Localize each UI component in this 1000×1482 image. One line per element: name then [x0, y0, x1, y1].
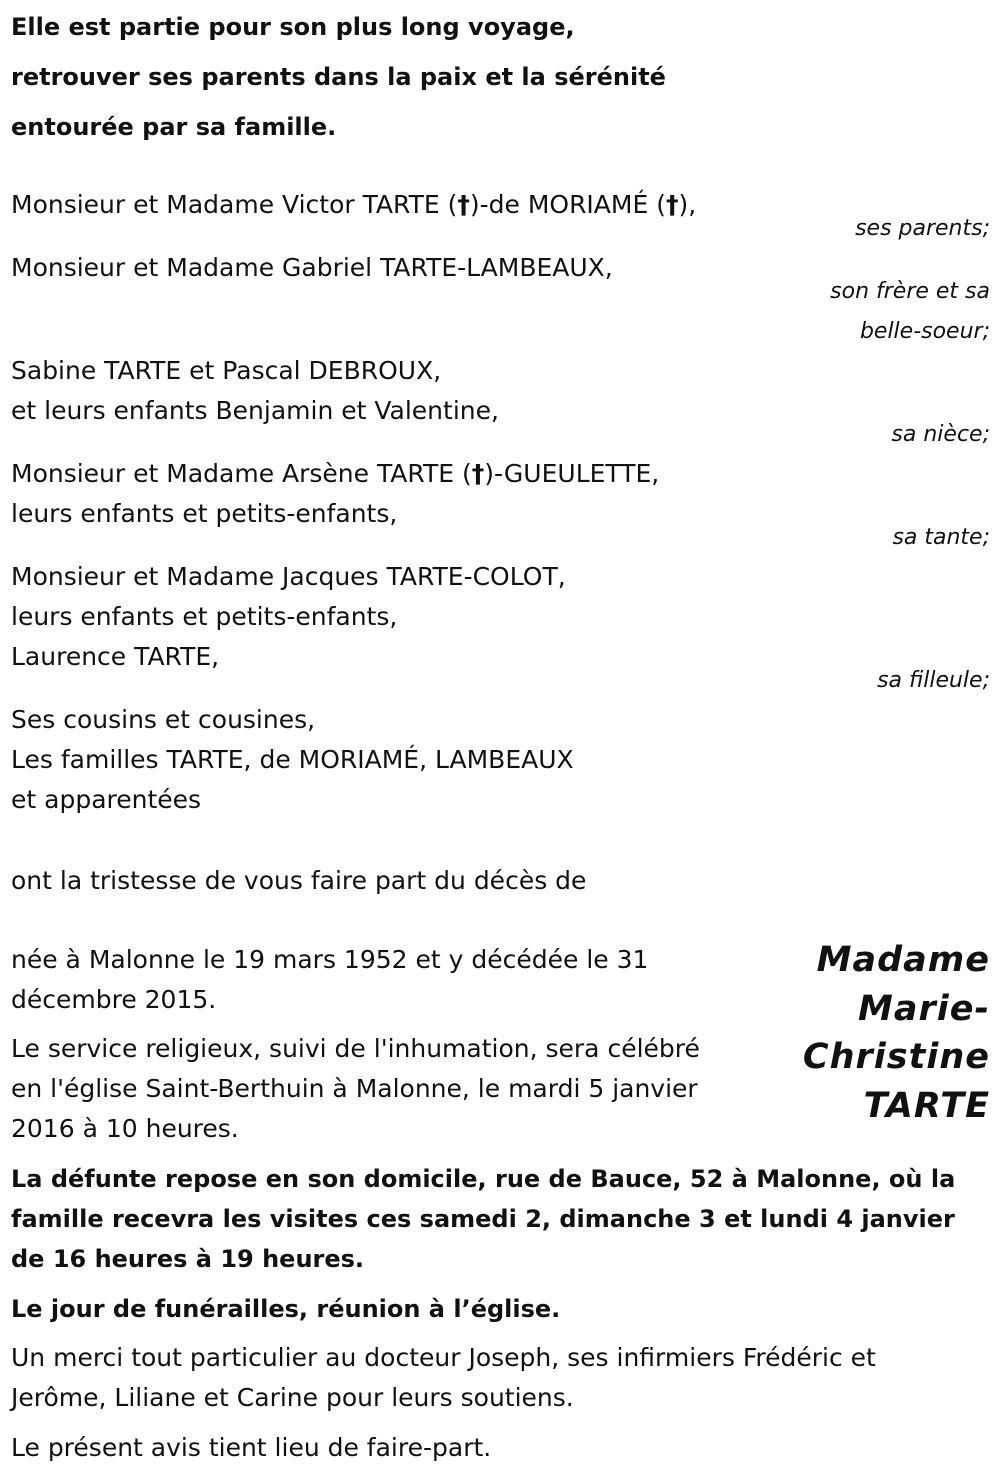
family-victor-line — [11, 185, 696, 225]
intro-line-1: Elle est partie pour son plus long voyage, — [11, 13, 575, 41]
family-sabine-line-2: et leurs enfants Benjamin et Valentine, — [11, 396, 499, 425]
intro-line-2: retrouver ses parents dans la paix et la sérénité — [11, 63, 666, 91]
family-victor-text-1: Monsieur et Madame Victor TARTE ( — [11, 190, 458, 219]
relation-parents: ses parents; — [855, 216, 990, 241]
family-arsene-line-2: leurs enfants et petits-enfants, — [11, 499, 398, 528]
thanks-line-2: Jerôme, Liliane et Carine pour leurs soutiens. — [11, 1383, 574, 1412]
family-gabriel-line: Monsieur et Madame Gabriel TARTE-LAMBEAUX, — [11, 253, 613, 282]
funeral-day: Le jour de funérailles, réunion à l’église. — [11, 1295, 561, 1323]
repose-line-3: de 16 heures à 19 heures. — [11, 1245, 365, 1273]
deceased-name-line-3: Christine — [802, 1037, 990, 1077]
family-jacques-line-2: leurs enfants et petits-enfants, — [11, 602, 398, 631]
family-cousins-line-1: Ses cousins et cousines, — [11, 705, 316, 734]
deceased-name — [780, 936, 990, 1130]
family-victor-text-3: ), — [678, 190, 697, 219]
family-cousins-line-2: Les familles TARTE, de MORIAMÉ, LAMBEAUX — [11, 745, 574, 774]
family-sabine-line-1: Sabine TARTE et Pascal DEBROUX, — [11, 356, 442, 385]
family-arsene-text-1: Monsieur et Madame Arsène TARTE ( — [11, 459, 472, 488]
family-arsene-line-1 — [11, 454, 659, 494]
relation-brother-1: son frère et sa — [830, 279, 990, 304]
intro-line-3: entourée par sa famille. — [11, 113, 337, 141]
relation-aunt: sa tante; — [892, 525, 990, 550]
service-line-2: en l'église Saint-Berthuin à Malonne, le mardi 5 janvier — [11, 1074, 698, 1103]
birth-line-1: née à Malonne le 19 mars 1952 et y décédée le 31 — [11, 945, 649, 974]
service-line-3: 2016 à 10 heures. — [11, 1114, 239, 1143]
cross-icon: † — [665, 190, 679, 219]
relation-goddaughter: sa filleule; — [877, 668, 990, 693]
family-jacques-line-1: Monsieur et Madame Jacques TARTE-COLOT, — [11, 562, 566, 591]
relation-brother-2: belle-soeur; — [859, 319, 990, 344]
service-line-1: Le service religieux, suivi de l'inhumation, sera célébré — [11, 1034, 700, 1063]
cross-icon: † — [457, 190, 470, 219]
announcement: ont la tristesse de vous faire part du décès de — [11, 866, 587, 895]
repose-line-2: famille recevra les visites ces samedi 2, dimanche 3 et lundi 4 janvier — [11, 1205, 955, 1233]
deceased-name-line-4: TARTE — [863, 1085, 990, 1126]
thanks-line-1: Un merci tout particulier au docteur Joseph, ses infirmiers Frédéric et — [11, 1343, 876, 1372]
birth-line-2: décembre 2015. — [11, 985, 217, 1014]
cross-icon: † — [471, 459, 485, 488]
family-cousins-line-3: et apparentées — [11, 785, 202, 814]
family-jacques-line-3: Laurence TARTE, — [11, 642, 220, 671]
family-arsene-text-2: )-GUEULETTE, — [484, 459, 660, 488]
deceased-name-line-1: Madame — [816, 940, 990, 980]
relation-niece: sa nièce; — [891, 422, 990, 447]
notice: Le présent avis tient lieu de faire-part. — [11, 1433, 492, 1462]
deceased-name-line-2: Marie- — [858, 988, 990, 1029]
family-victor-text-2: )-de MORIAMÉ ( — [469, 190, 666, 219]
repose-line-1: La défunte repose en son domicile, rue de Bauce, 52 à Malonne, où la — [11, 1165, 956, 1193]
